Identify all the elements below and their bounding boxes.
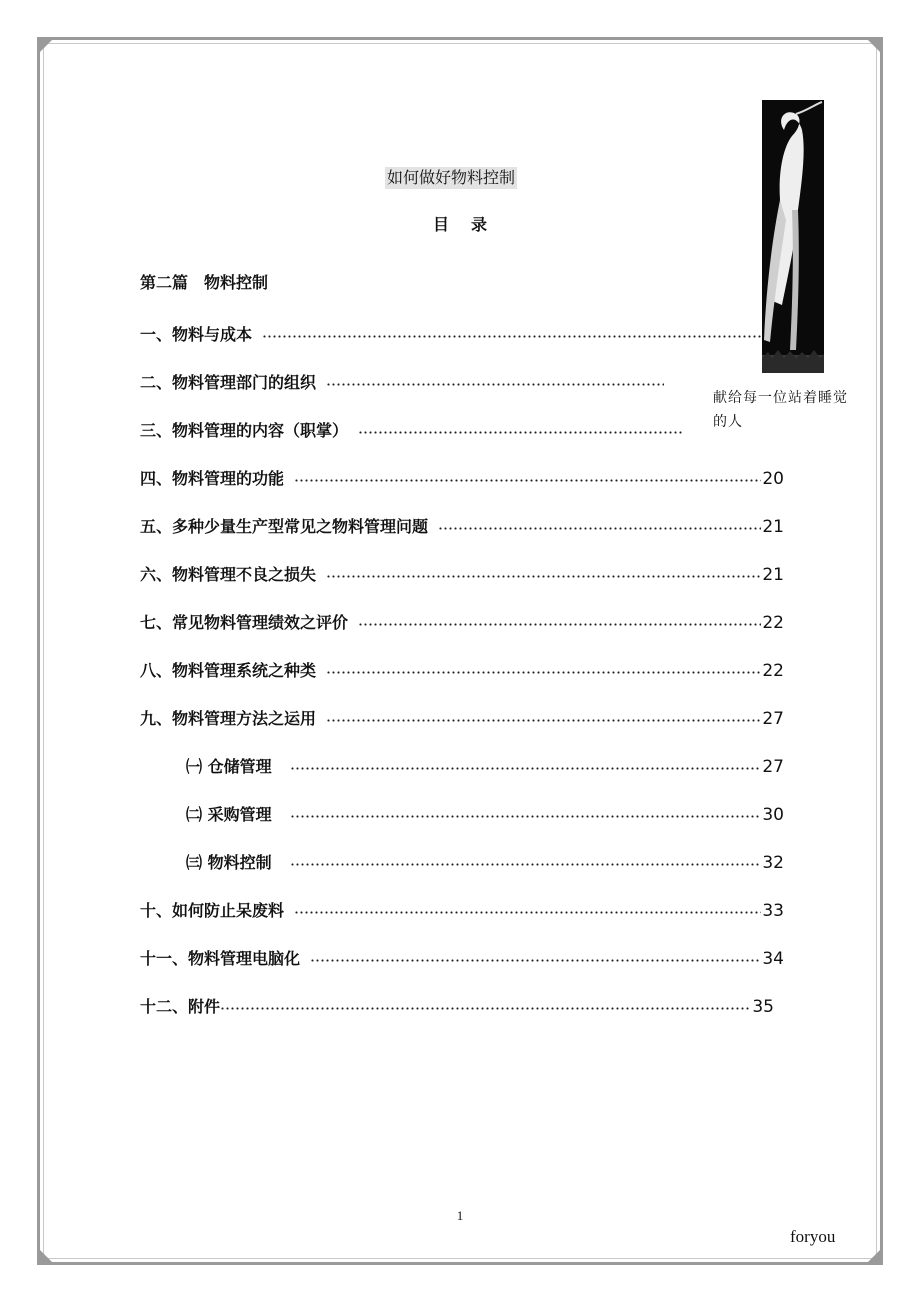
toc-leader-dots [262, 322, 783, 342]
toc-entry-label: 十二、附件 [140, 997, 221, 1016]
toc-entry-label: 三、物料管理的内容（职掌） [140, 421, 349, 440]
footer-note: foryou [790, 1227, 836, 1246]
toc-entry-label: 六、物料管理不良之损失 [140, 565, 317, 584]
corner-ornament [40, 40, 52, 52]
toc-leader-dots [290, 754, 762, 774]
toc-entry[interactable] [140, 992, 774, 1016]
toc-entry[interactable] [140, 896, 784, 920]
egret-photo [762, 100, 824, 373]
toc-leader-dots [290, 850, 762, 870]
corner-ornament [40, 1250, 52, 1262]
toc-subentry[interactable] [186, 752, 784, 776]
toc-entry-page: 22 [762, 661, 784, 681]
toc-entry[interactable] [140, 512, 784, 536]
toc-leader-dots [326, 562, 761, 582]
toc-entry[interactable] [140, 560, 784, 584]
dedication-line: 的人 [713, 414, 743, 430]
toc-leader-dots [358, 418, 683, 438]
dedication-text [713, 386, 883, 434]
toc-entry-page: 32 [762, 853, 784, 873]
toc-entry-label: ㈡ 采购管理 [186, 805, 272, 824]
toc-entry-page: 20 [762, 469, 784, 489]
toc-entry[interactable] [140, 704, 784, 728]
toc-entry[interactable] [140, 368, 784, 392]
toc-entry-label: 十一、物料管理电脑化 [140, 949, 301, 968]
document-title: 如何做好物料控制 [387, 168, 516, 187]
toc-subentry[interactable] [186, 848, 784, 872]
toc-subentry[interactable] [186, 800, 784, 824]
toc-leader-dots [326, 658, 761, 678]
toc-entry[interactable] [140, 608, 784, 632]
toc-entry-page: 27 [762, 757, 784, 777]
toc-entry-label: 四、物料管理的功能 [140, 469, 285, 488]
toc-entry-label: 八、物料管理系统之种类 [140, 661, 317, 680]
toc-entry-page: 21 [762, 565, 784, 585]
toc-entry-page: 33 [762, 901, 784, 921]
toc-leader-dots [438, 514, 761, 534]
toc-entry-label: 十、如何防止呆废料 [140, 901, 285, 920]
corner-ornament [868, 1250, 880, 1262]
toc-leader-dots [326, 370, 664, 390]
toc-entry-label: 七、常见物料管理绩效之评价 [140, 613, 349, 632]
toc-entry-page: 35 [752, 997, 774, 1017]
toc-entry-page: 30 [762, 805, 784, 825]
toc-entry-page: 22 [762, 613, 784, 633]
toc-leader-dots [294, 898, 761, 918]
toc-entry-page: 34 [762, 949, 784, 969]
toc-entry-page: 21 [762, 517, 784, 537]
toc-leader-dots [294, 466, 761, 486]
toc-entry-label: 五、多种少量生产型常见之物料管理问题 [140, 517, 429, 536]
toc-leader-dots [326, 706, 761, 726]
corner-ornament [868, 40, 880, 52]
toc-heading: 目录 [432, 215, 509, 234]
toc-entry-page: 27 [762, 709, 784, 729]
toc-entry[interactable] [140, 320, 784, 344]
toc-entry[interactable] [140, 656, 784, 680]
dedication-line: 献给每一位站着睡觉 [713, 390, 848, 406]
toc-entry-label: 一、物料与成本 [140, 325, 253, 344]
toc-leader-dots [310, 946, 761, 966]
toc-entry-label: 九、物料管理方法之运用 [140, 709, 317, 728]
toc-entry-label: ㈢ 物料控制 [186, 853, 272, 872]
toc-entry-label: 二、物料管理部门的组织 [140, 373, 317, 392]
section-label: 第二篇 物料控制 [140, 273, 269, 292]
page-number: 1 [456, 1208, 464, 1223]
toc-leader-dots [358, 610, 761, 630]
toc-leader-dots [220, 994, 751, 1014]
toc-entry[interactable] [140, 944, 784, 968]
toc-leader-dots [290, 802, 762, 822]
toc-entry-label: ㈠ 仓储管理 [186, 757, 272, 776]
toc-entry[interactable] [140, 464, 784, 488]
toc-entry[interactable] [140, 416, 784, 440]
